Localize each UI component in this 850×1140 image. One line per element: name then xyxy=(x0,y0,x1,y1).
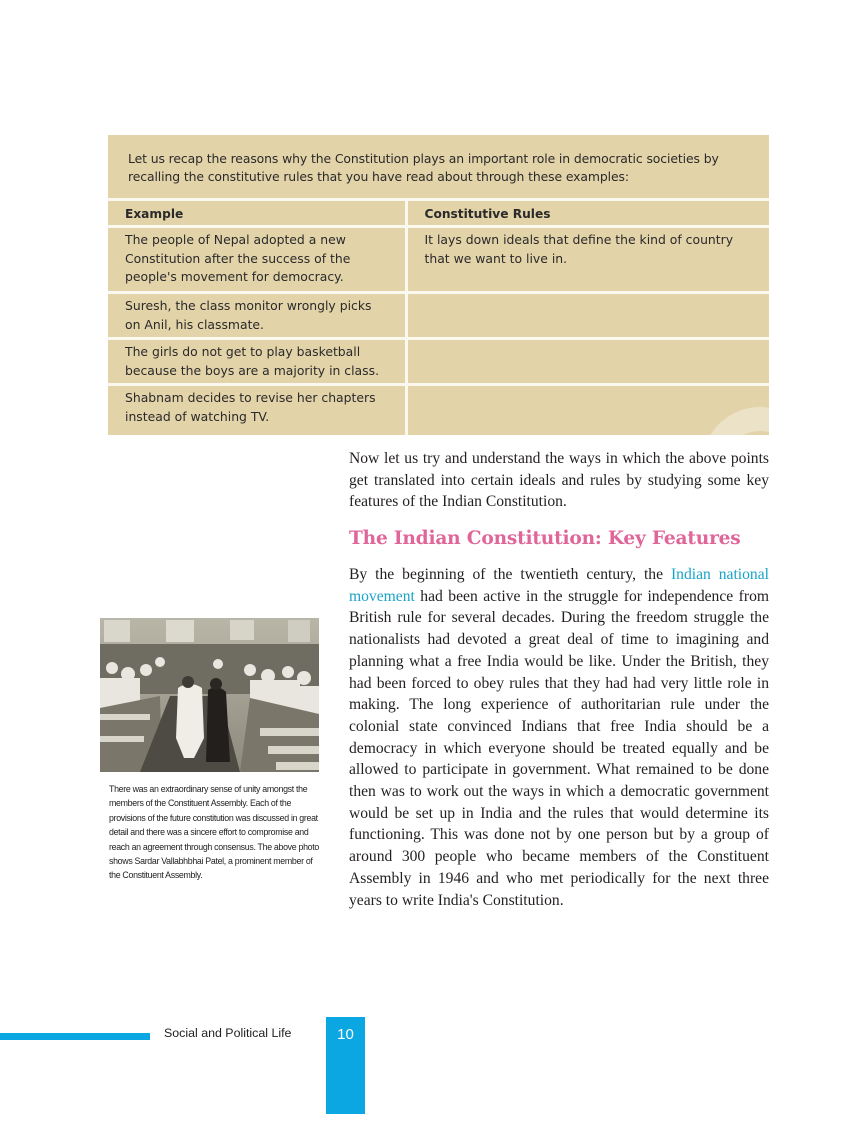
table-row xyxy=(108,339,769,385)
example-cell: Suresh, the class monitor wrongly picks on Anil, his classmate. xyxy=(108,293,406,339)
footer-accent-bar xyxy=(0,1033,150,1040)
constituent-assembly-photo xyxy=(100,618,319,772)
recap-box xyxy=(108,135,769,435)
table-row xyxy=(108,293,769,339)
example-cell: Shabnam decides to revise her chapters instead of watching TV. xyxy=(108,385,406,436)
table-row xyxy=(108,385,769,436)
body-rest-text: had been active in the struggle for independence from British rule for several decades. During the freedom struggle the nationalists had devoted a great deal of time to imagining and planning what a free India would be like. Under the British, they had been forced to obey rules that they had had very little role in making. The long experience of authoritarian rule under the colonial state convinced Indians that free India should be a democracy in which everyone should be treated equally and be allowed to participate in government. What remained to be done then was to work out the ways in which a democratic government would be set up in India and the rules that would determine its functioning. This was done not by one person but by a group of around 300 people who became members of the Constituent Assembly in 1946 and who met periodically for the next three years to write India's Constitution. xyxy=(349,587,769,909)
example-cell: The girls do not get to play basketball because the boys are a majority in class. xyxy=(108,339,406,385)
rule-cell: It lays down ideals that define the kind of country that we want to live in. xyxy=(406,227,769,293)
example-cell: The people of Nepal adopted a new Constitution after the success of the people's movement for democracy. xyxy=(108,227,406,293)
body-paragraph xyxy=(349,564,769,911)
table-row xyxy=(108,227,769,293)
table-header-row xyxy=(108,200,769,227)
intro-paragraph: Now let us try and understand the ways in which the above points get translated into certain ideals and rules by studying some key features of the Indian Constitution. xyxy=(349,450,769,511)
glossary-term-indian-national-movement[interactable]: Indian national movement xyxy=(349,566,769,605)
body-lead-text: By the beginning of the twentieth century, the xyxy=(349,566,671,583)
rule-cell-empty xyxy=(406,293,769,339)
rule-cell-empty xyxy=(406,385,769,436)
photo-caption: There was an extraordinary sense of unity amongst the members of the Constituent Assembly. Each of the provisions of the future constitution was discussed in great detail and there was a sincere effort to compromise and reach an agreement through consensus. The above photo shows Sardar Vallabhbhai Patel, a prominent member of the Constituent Assembly. xyxy=(109,784,319,882)
page-number: 10 xyxy=(337,1026,354,1043)
rule-cell-empty xyxy=(406,339,769,385)
section-title: The Indian Constitution: Key Features xyxy=(349,528,741,549)
header-constitutive-rules: Constitutive Rules xyxy=(406,200,769,227)
recap-intro-text: Let us recap the reasons why the Constitution plays an important role in democratic societies by recalling the constitutive rules that you have read about through these examples: xyxy=(128,151,719,184)
page-number-tab xyxy=(326,1017,365,1114)
header-example: Example xyxy=(108,200,406,227)
photo-image-icon xyxy=(100,618,319,772)
footer-book-title: Social and Political Life xyxy=(164,1026,292,1040)
recap-table xyxy=(108,198,769,435)
